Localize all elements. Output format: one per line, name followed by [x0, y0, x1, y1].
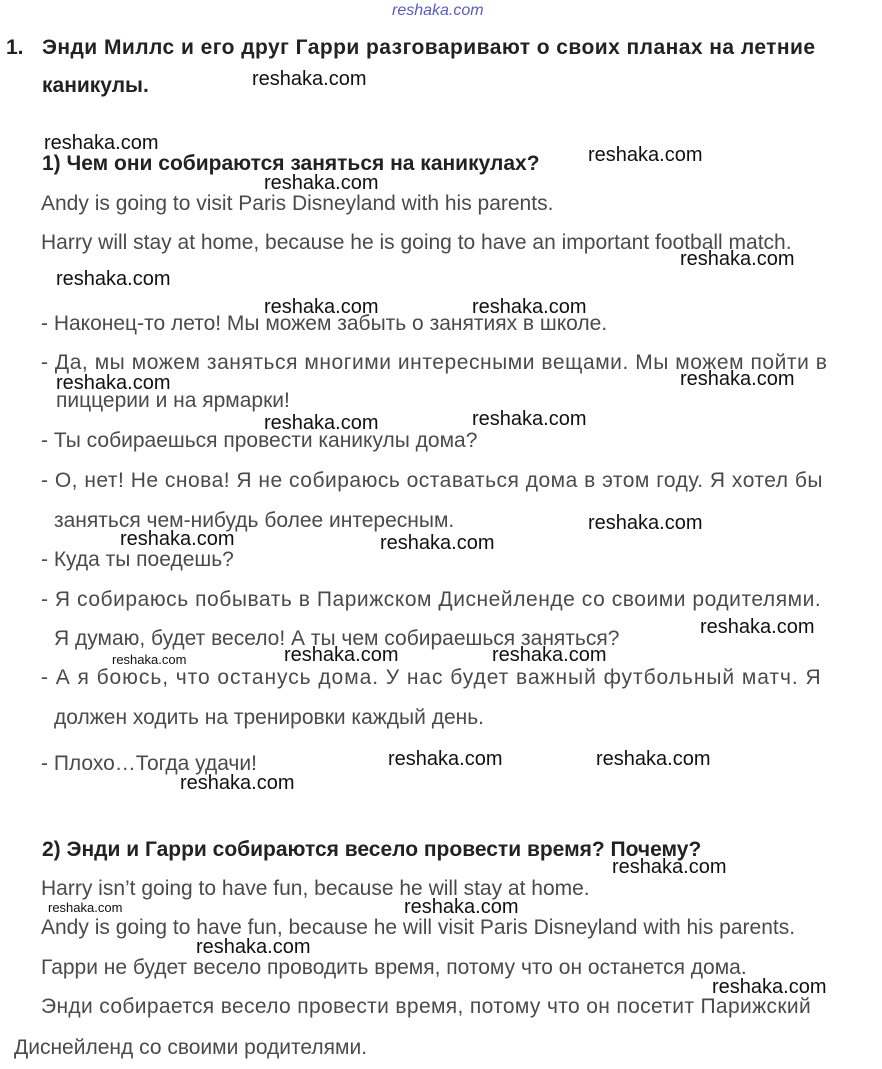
watermark: reshaka.com: [492, 644, 607, 666]
dialogue-line: должен ходить на тренировки каждый день.: [54, 706, 485, 729]
watermark: reshaka.com: [588, 512, 703, 534]
watermark: reshaka.com: [284, 644, 399, 666]
watermark: reshaka.com: [48, 900, 123, 915]
question-title-line2: каникулы.: [42, 74, 149, 97]
watermark-top: reshaka.com: [392, 2, 484, 19]
part2-heading: 2) Энди и Гарри собираются весело провести время? Почему?: [42, 838, 702, 861]
dialogue-line: - Ты собираешься провести каникулы дома?: [41, 429, 478, 452]
dialogue-line: - Наконец-то лето! Мы можем забыть о занятиях в школе.: [41, 312, 608, 335]
part2-line: Диснейленд со своими родителями.: [14, 1036, 368, 1059]
watermark: reshaka.com: [404, 896, 519, 918]
watermark: reshaka.com: [380, 532, 495, 554]
part1-heading: 1) Чем они собираются заняться на каникулах?: [42, 152, 540, 175]
watermark: reshaka.com: [388, 748, 503, 770]
watermark: reshaka.com: [56, 372, 171, 394]
dialogue-line: пиццерии и на ярмарки!: [56, 389, 290, 412]
dialogue-line: заняться чем-нибудь более интересным.: [54, 509, 455, 532]
dialogue-line: - Я собираюсь побывать в Парижском Диснейленде со своими родителями.: [41, 588, 822, 611]
watermark: reshaka.com: [180, 772, 295, 794]
part2-line: Harry isn’t going to have fun, because he will stay at home.: [41, 877, 590, 900]
part2-line: Энди собирается весело провести время, потому что он посетит Парижский: [41, 995, 812, 1018]
watermark: reshaka.com: [264, 296, 379, 318]
part1-answer-en-1: Andy is going to visit Paris Disneyland with his parents.: [41, 192, 554, 215]
dialogue-line: - Да, мы можем заняться многими интересными вещами. Мы можем пойти в: [41, 351, 828, 374]
dialogue-line: Я думаю, будет весело! А ты чем собираешься заняться?: [54, 627, 620, 650]
question-number: 1.: [6, 36, 24, 59]
question-title-line1: Энди Миллс и его друг Гарри разговаривают о своих планах на летние: [42, 36, 816, 59]
part1-answer-en-2: Harry will stay at home, because he is going to have an important football match.: [41, 231, 792, 254]
watermark: reshaka.com: [120, 528, 235, 550]
watermark: reshaka.com: [612, 856, 727, 878]
watermark: reshaka.com: [680, 248, 795, 270]
part2-line: Andy is going to have fun, because he will visit Paris Disneyland with his parents.: [41, 916, 796, 939]
dialogue-line: - А я боюсь, что останусь дома. У нас будет важный футбольный матч. Я: [41, 666, 822, 689]
dialogue-line: - Плохо…Тогда удачи!: [41, 752, 257, 775]
watermark: reshaka.com: [680, 368, 795, 390]
watermark: reshaka.com: [44, 132, 159, 154]
watermark: reshaka.com: [588, 144, 703, 166]
watermark: reshaka.com: [112, 652, 187, 667]
watermark: reshaka.com: [196, 936, 311, 958]
watermark: reshaka.com: [596, 748, 711, 770]
watermark: reshaka.com: [252, 68, 367, 90]
watermark: reshaka.com: [472, 408, 587, 430]
dialogue-line: - Куда ты поедешь?: [41, 548, 234, 571]
watermark: reshaka.com: [264, 412, 379, 434]
watermark: reshaka.com: [264, 172, 379, 194]
watermark: reshaka.com: [712, 976, 827, 998]
watermark: reshaka.com: [472, 296, 587, 318]
watermark: reshaka.com: [700, 616, 815, 638]
dialogue-line: - О, нет! Не снова! Я не собираюсь оставаться дома в этом году. Я хотел бы: [41, 469, 823, 492]
part2-line: Гарри не будет весело проводить время, потому что он останется дома.: [41, 956, 747, 979]
watermark: reshaka.com: [56, 268, 171, 290]
